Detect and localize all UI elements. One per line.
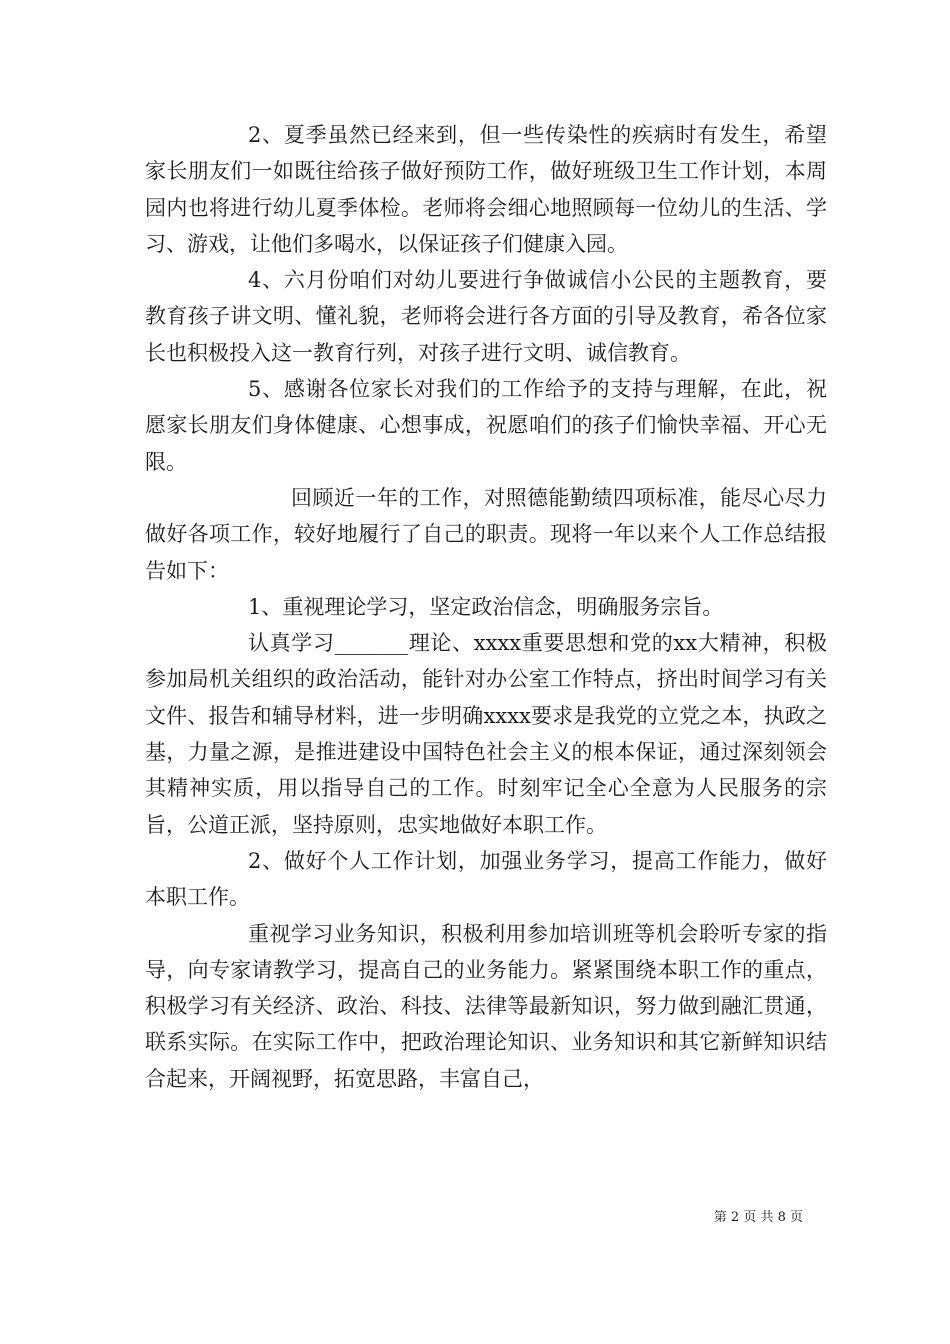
page-number: 第 2 页 共 8 页 <box>713 1210 803 1225</box>
section-heading-work-plan: 2、做好个人工作计划，加强业务学习，提高工作能力，做好本职工作。 <box>145 848 827 910</box>
paragraph-business-study: 重视学习业务知识，积极利用参加培训班等机会聆听专家的指导，向专家请教学习，提高自己的业务能力。紧紧围绕本职工作的重点，积极学习有关经济、政治、科技、法律等最新知识，努力做到融汇贯通，联系实际。在实际工作中，把政治理论知识、业务知识和其它新鲜知识结合起来，开阔视野，拓宽思路，丰富自己， <box>145 921 827 1091</box>
paragraph-summer-disease: 2、夏季虽然已经来到，但一些传染性的疾病时有发生，希望家长朋友们一如既往给孩子做好预防工作，做好班级卫生工作计划，本周园内也将进行幼儿夏季体检。老师将会细心地照顾每一位幼儿的生活、学习、游戏，让他们多喝水，以保证孩子们健康入园。 <box>145 123 827 256</box>
paragraph-review-intro: 回顾近一年的工作，对照德能勤绩四项标准，能尽心尽力做好各项工作，较好地履行了自己的职责。现将一年以来个人工作总结报告如下： <box>145 485 827 583</box>
paragraph-theory-study: 认真学习_______理论、xxxx重要思想和党的xx大精神，积极参加局机关组织的政治活动，能针对办公室工作特点，挤出时间学习有关文件、报告和辅导材料，进一步明确xxxx要求是我党的立党之本，执政之基，力量之源，是推进建设中国特色社会主义的根本保证，通过深刻领会其精神实质，用以指导自己的工作。时刻牢记全心全意为人民服务的宗旨，公道正派，坚持原则，忠实地做好本职工作。 <box>145 631 827 837</box>
paragraph-honesty-education: 4、六月份咱们对幼儿要进行争做诚信小公民的主题教育，要教育孩子讲文明、懂礼貌，老师将会进行各方面的引导及教育，希各位家长也积极投入这一教育行列，对孩子进行文明、诚信教育。 <box>145 268 827 365</box>
document-body <box>145 117 827 1097</box>
paragraph-thanks: 5、感谢各位家长对我们的工作给予的支持与理解，在此，祝愿家长朋友们身体健康、心想事成，祝愿咱们的孩子们愉快幸福、开心无限。 <box>145 377 827 474</box>
section-heading-theory-study: 1、重视理论学习，坚定政治信念，明确服务宗旨。 <box>248 594 724 619</box>
